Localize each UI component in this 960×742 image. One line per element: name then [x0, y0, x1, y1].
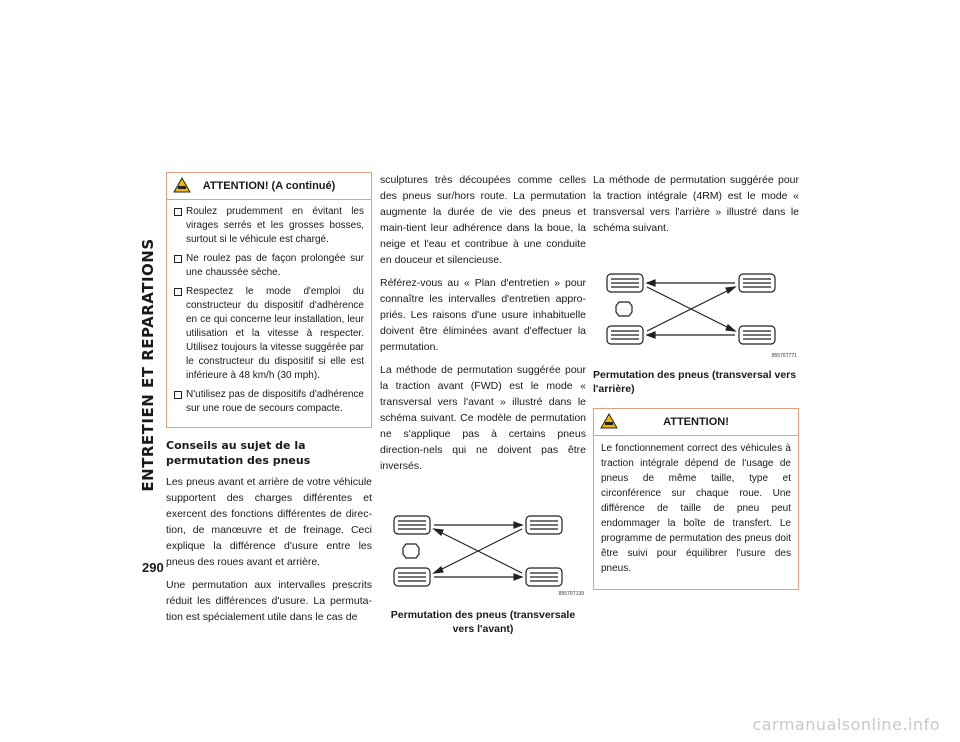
column-3	[593, 172, 799, 600]
figure-caption: Permutation des pneus (transversal vers l'arrière)	[593, 369, 797, 395]
paragraph: Référez-vous au « Plan d'entretien » pour connaître les intervalles d'entretien appro-priés. Les raisons d'une usure inhabituelle doivent être éliminées avant d'effectuer la permutation.	[380, 277, 586, 353]
page-number: 290	[142, 560, 164, 575]
warning-triangle-icon	[173, 177, 191, 193]
section-title: ENTRETIEN ET REPARATIONS	[139, 238, 157, 492]
watermark: carmanualsonline.info	[752, 715, 940, 734]
warning-box	[593, 408, 799, 590]
warning-body	[167, 200, 371, 427]
figure-code: 85570T771	[771, 353, 797, 359]
paragraph: Une permutation aux intervalles prescrits réduit les différences d'usure. La permuta-tion est spécialement utile dans le cas de	[166, 579, 372, 623]
warning-item: Roulez prudemment en évitant les virages serrés et les grosses bosses, surtout si le véhicule est chargé.	[174, 205, 364, 247]
paragraph: La méthode de permutation suggérée pour la traction intégrale (4RM) est le mode « transversal vers l'arrière » illustré dans le schéma suivant.	[593, 174, 799, 234]
section-heading: Conseils au sujet de la permutation des pneus	[166, 439, 311, 467]
paragraph: Les pneus avant et arrière de votre véhicule supportent des charges différentes et exercent des fonctions différentes de direc-tion, de manœuvre et de freinage. Ceci explique la différence d'usure entre les pneus des roues avant et arrière.	[166, 476, 372, 568]
rotation-figure-rear	[593, 262, 799, 364]
warning-item: Respectez le mode d'emploi du constructeur du dispositif d'adhérence en ce qui concerne leur installation, leur utilisation et la vitesse à respecter. Utilisez toujours la vitesse suggérée par le constructeur du dispositif si elle est inférieure à 48 km/h (30 mph).	[174, 285, 364, 383]
warning-triangle-icon	[600, 413, 618, 429]
tire-rotation-diagram	[593, 262, 799, 362]
warning-box-continued	[166, 172, 372, 428]
paragraph: sculptures très découpées comme celles des pneus sur/hors route. La permutation augmente la durée de vie des pneus et main-tient leur adhérence dans la boue, la neige et l'eau et contribue à une conduite en douceur et silencieuse.	[380, 174, 586, 266]
figure-code: 85570T139	[558, 591, 584, 597]
warning-title: ATTENTION! (A continué)	[202, 180, 336, 192]
warning-body	[594, 436, 798, 589]
warning-header	[167, 173, 371, 200]
figure-caption: Permutation des pneus (transversale vers l'avant)	[390, 609, 576, 635]
column-2	[380, 172, 586, 636]
side-tab	[141, 175, 155, 555]
warning-item: N'utilisez pas de dispositifs d'adhérence sur une roue de secours compacte.	[174, 388, 364, 416]
warning-header	[594, 409, 798, 436]
warning-item: Ne roulez pas de façon prolongée sur une chaussée sèche.	[174, 252, 364, 280]
rotation-figure-front	[380, 504, 586, 604]
warning-text: Le fonctionnement correct des véhicules à traction intégrale dépend de l'usage de pneus de même taille, type et circonférence sur chaque roue. Une différence de taille de pneu peut endommager la boîte de transfert. Le programme de permutation des pneus doit être suivi pour équilibrer l'usure des pneus.	[601, 443, 791, 574]
warning-title: ATTENTION!	[663, 416, 729, 428]
tire-rotation-diagram	[380, 504, 586, 604]
column-1	[166, 172, 372, 632]
paragraph: La méthode de permutation suggérée pour la traction avant (FWD) est le mode « transversal vers l'avant » illustré dans le schéma suivant. Ce modèle de permutation ne s'applique pas à certains pneus direction-nels qui ne doivent pas être inversés.	[380, 364, 586, 472]
